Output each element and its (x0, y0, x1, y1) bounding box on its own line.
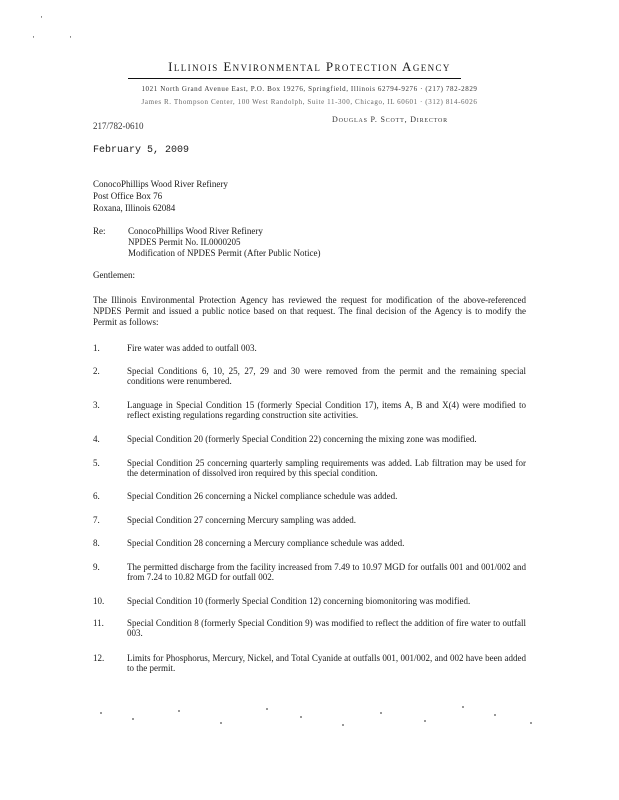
item-text: Special Condition 26 concerning a Nickel compliance schedule was added. (127, 491, 398, 501)
list-item (93, 538, 526, 548)
recipient-address (93, 178, 228, 214)
item-number: 4. (93, 434, 100, 444)
recipient-name: ConocoPhillips Wood River Refinery (93, 179, 228, 189)
agency-address-line-2: James R. Thompson Center, 100 West Randolph, Suite 11-300, Chicago, IL 60601 · (312) 814-6026 (141, 98, 478, 106)
list-item (93, 491, 526, 501)
list-item (93, 343, 526, 353)
letter-date: February 5, 2009 (93, 145, 190, 156)
re-label: Re: (93, 226, 106, 236)
list-item (93, 400, 526, 420)
list-item (93, 366, 526, 386)
salutation: Gentlemen: (93, 270, 135, 280)
director-name: Douglas P. Scott, Director (332, 115, 448, 124)
list-item (93, 596, 526, 606)
scan-mark: · (40, 12, 43, 22)
item-text: Language in Special Condition 15 (formerly Special Condition 17), items A, B and X(4) were modified to reflect existing regulations regarding construction site activities. (127, 400, 526, 420)
list-item (93, 434, 526, 444)
item-number: 2. (93, 366, 100, 376)
item-number: 3. (93, 400, 100, 410)
list-item (93, 653, 526, 673)
letterhead-rule (128, 78, 461, 79)
item-number: 1. (93, 343, 100, 353)
phone-number: 217/782-0610 (93, 121, 144, 131)
list-item (93, 562, 526, 582)
item-text: Special Condition 20 (formerly Special Condition 22) concerning the mixing zone was modified. (127, 434, 477, 444)
list-item (93, 618, 526, 638)
item-number: 7. (93, 515, 100, 525)
item-number: 5. (93, 458, 100, 468)
item-text: Special Condition 8 (formerly Special Condition 9) was modified to reflect the addition of fire water to outfall 003. (127, 618, 526, 638)
intro-paragraph: The Illinois Environmental Protection Agency has reviewed the request for modification of the above-referenced NPDES Permit and issued a public notice based on that request. The final decision of the Agency is to modify the Permit as follows: (93, 295, 526, 327)
item-text: Limits for Phosphorus, Mercury, Nickel, and Total Cyanide at outfalls 001, 001/002, and 002 have been added to the permit. (127, 653, 526, 673)
item-number: 10. (93, 596, 105, 606)
scan-mark: · (69, 32, 72, 42)
item-text: Special Condition 10 (formerly Special Condition 12) concerning biomonitoring was modified. (127, 596, 471, 606)
list-item (93, 458, 526, 478)
recipient-city: Roxana, Illinois 62084 (93, 203, 176, 213)
agency-title: Illinois Environmental Protection Agency (168, 59, 451, 74)
item-number: 11. (93, 618, 104, 628)
item-number: 9. (93, 562, 100, 572)
agency-address-line-1: 1021 North Grand Avenue East, P.O. Box 19276, Springfield, Illinois 62794-9276 · (217) 782-2829 (141, 85, 478, 93)
recipient-street: Post Office Box 76 (93, 191, 163, 201)
item-text: Special Condition 25 concerning quarterly sampling requirements was added. Lab filtration may be used for the determination of dissolved iron required by this special condition. (127, 458, 526, 478)
scan-noise (90, 704, 550, 732)
item-text: Fire water was added to outfall 003. (127, 343, 257, 353)
item-number: 6. (93, 491, 100, 501)
re-block (128, 226, 320, 259)
re-permit: NPDES Permit No. IL0000205 (128, 237, 241, 247)
item-number: 12. (93, 653, 105, 663)
scan-mark: · (32, 32, 35, 42)
re-facility: ConocoPhillips Wood River Refinery (128, 226, 263, 236)
item-text: Special Condition 28 concerning a Mercury compliance schedule was added. (127, 538, 405, 548)
re-subject: Modification of NPDES Permit (After Public Notice) (128, 248, 321, 258)
item-number: 8. (93, 538, 100, 548)
item-text: The permitted discharge from the facility increased from 7.49 to 10.97 MGD for outfalls 001 and 001/002 and from 7.24 to 10.82 MGD for outfall 002. (127, 562, 526, 582)
item-text: Special Conditions 6, 10, 25, 27, 29 and 30 were removed from the permit and the remaining special conditions were renumbered. (127, 366, 526, 386)
list-item (93, 515, 526, 525)
item-text: Special Condition 27 concerning Mercury sampling was added. (127, 515, 356, 525)
